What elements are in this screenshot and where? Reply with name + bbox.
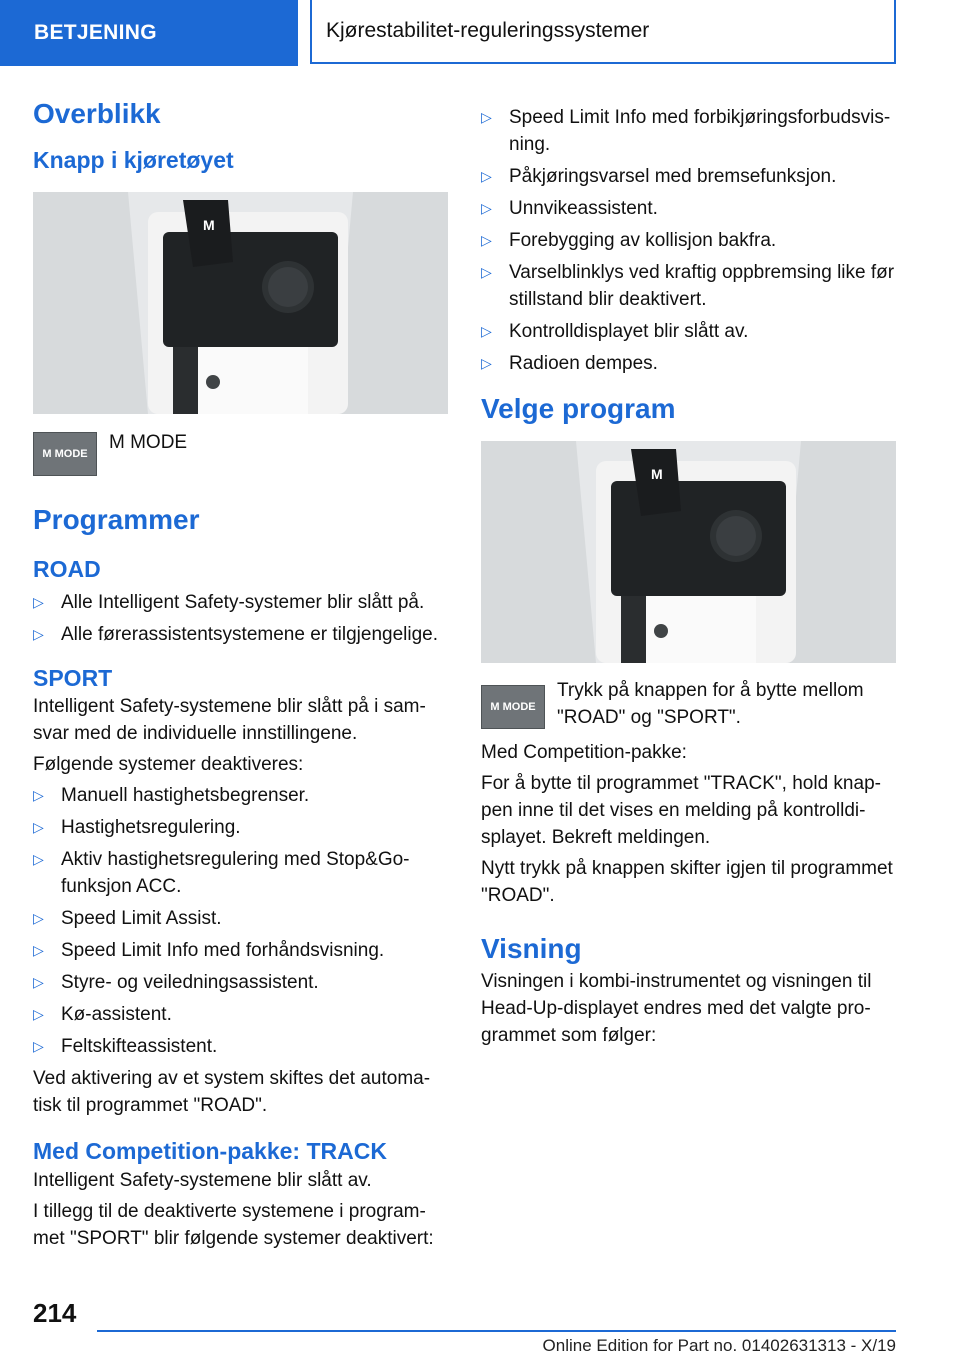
list-item: ▷ Unnvikeassistent. [481, 198, 658, 219]
list-item: ▷ Radioen dempes. [481, 353, 658, 374]
list-item: ▷ Kontrolldisplayet blir slått av. [481, 321, 749, 342]
mmode-caption: M MODE [109, 432, 188, 454]
console-illustration [481, 441, 896, 663]
console-photo [33, 192, 448, 414]
list-item: ▷ Aktiv hastighetsregulering med Stop&Go-funksjon ACC. [33, 849, 410, 898]
heading-programs: Programmer [33, 504, 200, 536]
heading-overview: Overblikk [33, 98, 161, 129]
list-item: ▷ Styre- og veiledningsassistent. [33, 972, 319, 994]
select-caption: Trykk på knappen for å bytte mellom "ROAD" og "SPORT". [557, 680, 864, 729]
track-list [481, 104, 897, 377]
competition-label: Med Competition-pakke: [481, 742, 687, 764]
heading-button: Knapp i kjøretøyet [33, 147, 234, 174]
list-item: ▷ Hastighetsregulering. [33, 817, 241, 839]
road-list [33, 589, 449, 648]
mmode-button-icon: M MODE [33, 432, 97, 476]
list-item: ▷ Varselblinklys ved kraftig oppbremsing like før stillstand blir deaktivert. [481, 262, 895, 310]
heading-track: Med Competition-pakke: TRACK [33, 1138, 387, 1165]
competition-note: Nytt trykk på knappen skifter igjen til programmet "ROAD". [481, 858, 893, 907]
list-item: ▷ Speed Limit Info med forhåndsvisning. [33, 940, 385, 962]
sport-list [33, 782, 449, 1060]
footer-divider [97, 1330, 896, 1332]
page-header [0, 0, 960, 66]
heading-display: Visning [481, 933, 582, 965]
list-item: ▷ Påkjøringsvarsel med bremsefunksjon. [481, 166, 837, 187]
heading-road: ROAD [33, 555, 101, 582]
mmode-button-icon: M MODE [481, 685, 545, 729]
list-item: ▷ Alle førerassistentsystemene er tilgjengelige. [33, 623, 439, 645]
svg-text:M: M [651, 466, 663, 483]
mmode-legend [481, 680, 897, 735]
track-deactivated-intro: I tillegg til de deaktiverte systemene i program-met "SPORT" blir følgende systemer deaktivert: [33, 1201, 434, 1250]
list-item: ▷ Speed Limit Info med forbikjøringsforbudsvis-ning. [481, 107, 891, 155]
svg-text:M: M [203, 217, 215, 234]
left-column [33, 96, 449, 1256]
console-illustration [33, 192, 448, 414]
page-number: 214 [33, 1298, 77, 1328]
list-item: ▷ Manuell hastighetsbegrenser. [33, 785, 310, 807]
list-item: ▷ Forebygging av kollisjon bakfra. [481, 230, 777, 251]
competition-instructions: For å bytte til programmet "TRACK", hold knap-pen inne til det vises en melding på kontrolldi-splayet. Bekreft meldingen. [481, 773, 881, 849]
list-item: ▷ Feltskifteassistent. [33, 1036, 218, 1058]
list-item: ▷ Alle Intelligent Safety-systemer blir slått på. [33, 591, 425, 613]
section-tab: BETJENING [0, 0, 298, 66]
sport-note: Ved aktivering av et system skiftes det automa-tisk til programmet "ROAD". [33, 1068, 431, 1117]
heading-select-program: Velge program [481, 393, 676, 424]
console-photo [481, 441, 896, 663]
list-item: ▷ Speed Limit Assist. [33, 908, 222, 930]
track-intro: Intelligent Safety-systemene blir slått av. [33, 1170, 372, 1192]
sport-intro: Intelligent Safety-systemene blir slått på i sam-svar med de individuelle innstillingene. [33, 696, 426, 745]
sport-deactivated-intro: Følgende systemer deaktiveres: [33, 754, 304, 776]
chapter-title: Kjørestabilitet-reguleringssystemer [310, 0, 896, 64]
heading-sport: SPORT [33, 664, 113, 691]
list-item: ▷ Kø-assistent. [33, 1004, 172, 1026]
right-column [481, 96, 897, 1053]
edition-note: Online Edition for Part no. 01402631313 - X/19 [542, 1336, 896, 1355]
display-text: Visningen i kombi-instrumentet og visningen til Head-Up-displayet endres med det valgte pro-grammet som følger: [481, 970, 872, 1046]
mmode-legend [33, 432, 449, 476]
